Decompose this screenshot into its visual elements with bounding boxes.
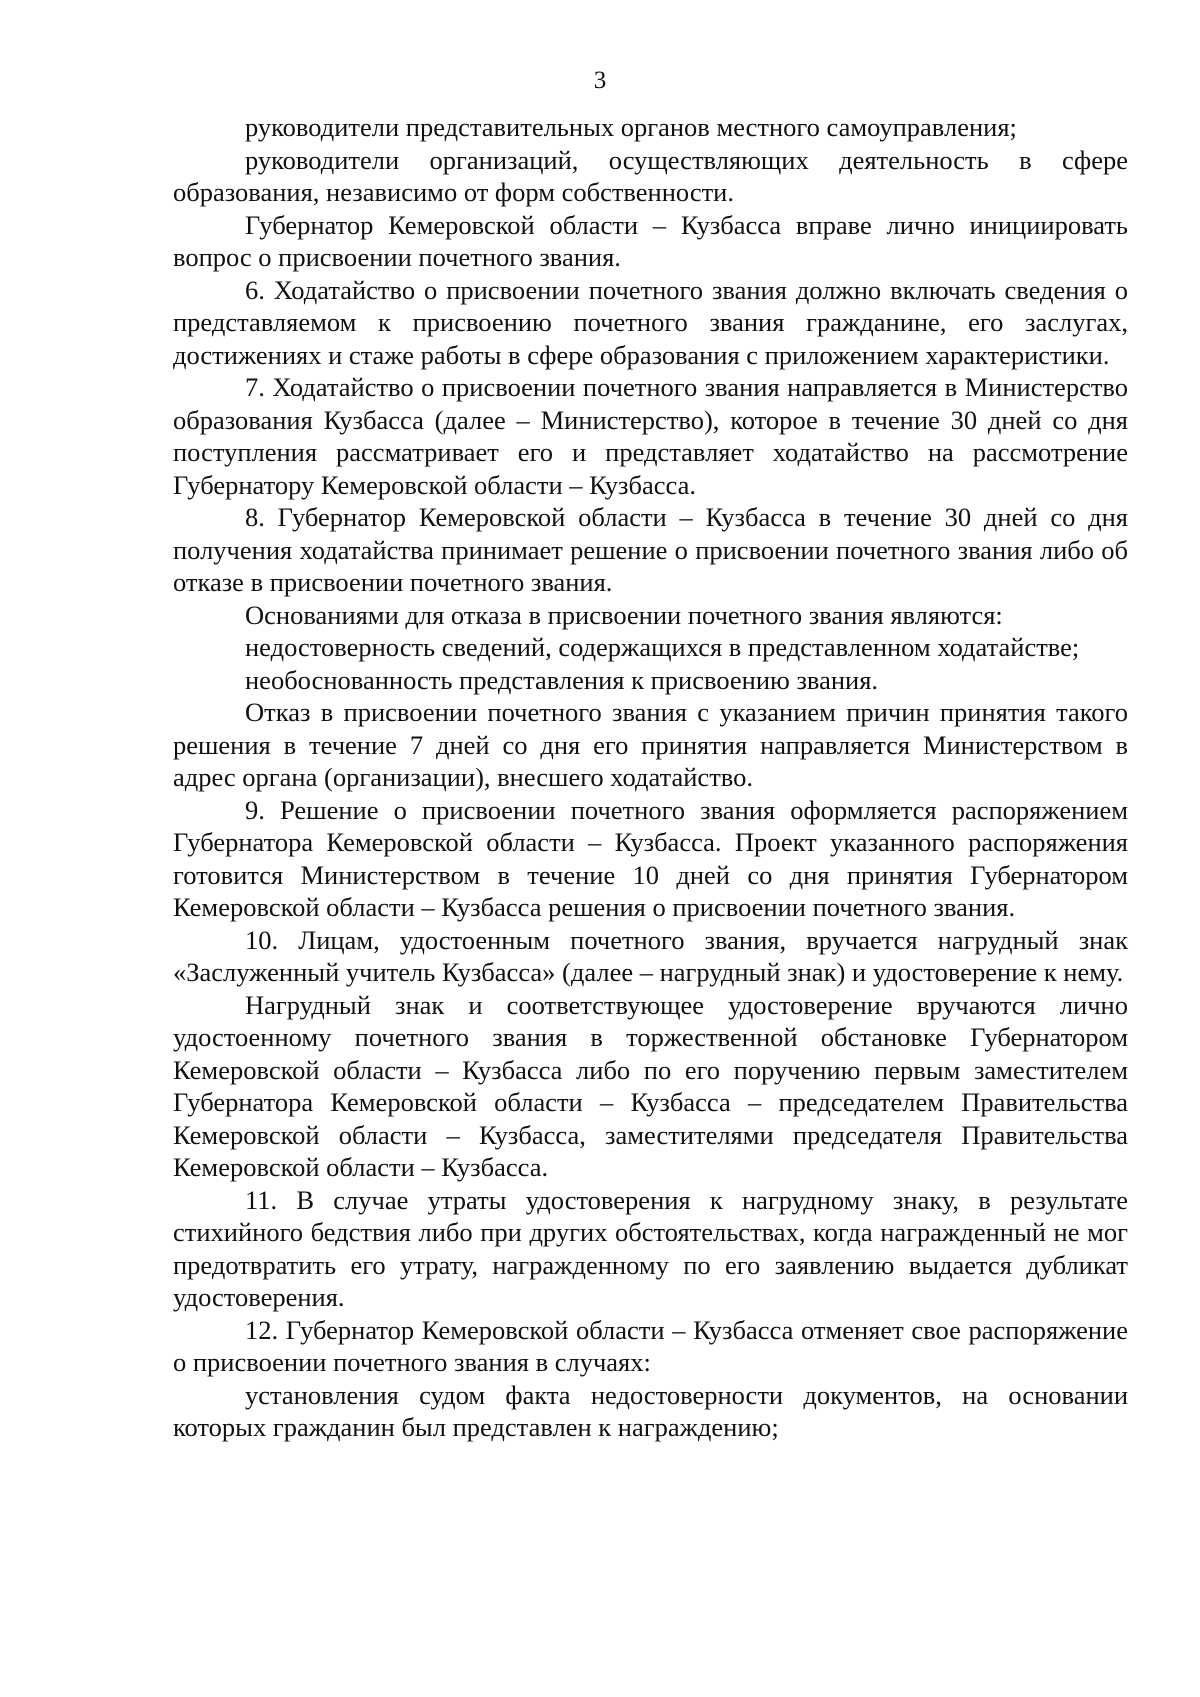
paragraph: установления судом факта недостоверности документов, на основании которых гражданин был представлен к награждению; xyxy=(173,1379,1128,1442)
paragraph: 9. Решение о присвоении почетного звания оформляется распоряжением Губернатора Кемеровской области – Кузбасса. Проект указанного распоряжения готовится Министерством в течение 10 дней со дня принятия Губернатором Кемеровской области – Кузбасса решения о присвоении почетного звания. xyxy=(173,794,1128,922)
paragraph: 12. Губернатор Кемеровской области – Кузбасса отменяет свое распоряжение о присвоении почетного звания в случаях: xyxy=(173,1314,1128,1377)
paragraph: Основаниями для отказа в присвоении почетного звания являются: xyxy=(245,599,1003,630)
document-body xyxy=(173,111,1128,1444)
paragraph: Губернатор Кемеровской области – Кузбасса вправе лично инициировать вопрос о присвоении почетного звания. xyxy=(173,209,1128,272)
paragraph: 6. Ходатайство о присвоении почетного звания должно включать сведения о представляемом к присвоению почетного звания гражданине, его заслугах, достижениях и стаже работы в сфере образования с приложением характеристики. xyxy=(173,274,1128,370)
paragraph: 11. В случае утраты удостоверения к нагрудному знаку, в результате стихийного бедствия либо при других обстоятельствах, когда награжденный не мог предотвратить его утрату, награжденному по его заявлению выдается дубликат удостоверения. xyxy=(173,1184,1128,1312)
paragraph: руководители представительных органов местного самоуправления; xyxy=(245,112,1017,142)
paragraph: необоснованность представления к присвоению звания. xyxy=(245,664,879,695)
paragraph: 8. Губернатор Кемеровской области – Кузбасса в течение 30 дней со дня получения ходатайства принимает решение о присвоении почетного звания либо об отказе в присвоении почетного звания. xyxy=(173,502,1128,597)
page-number: 3 xyxy=(593,67,607,94)
paragraph: 7. Ходатайство о присвоении почетного звания направляется в Министерство образования Кузбасса (далее – Министерство), которое в течение 30 дней со дня поступления рассматривает его и представляет ходатайство на рассмотрение Губернатору Кемеровской области – Кузбасса. xyxy=(173,372,1128,500)
paragraph: Нагрудный знак и соответствующее удостоверение вручаются лично удостоенному почетного звания в торжественной обстановке Губернатором Кемеровской области – Кузбасса либо по его поручению первым заместителем Губернатора Кемеровской области – Кузбасса – председателем Правительства Кемеровской области – Кузбасса, заместителями председателя Правительства Кемеровской области – Кузбасса. xyxy=(173,989,1128,1182)
paragraph: руководители организаций, осуществляющих деятельность в сфере образования, независимо от форм собственности. xyxy=(173,144,1128,207)
paragraph: Отказ в присвоении почетного звания с указанием причин принятия такого решения в течение 7 дней со дня его принятия направляется Министерством в адрес органа (организации), внесшего ходатайство. xyxy=(173,697,1128,792)
paragraph: недостоверность сведений, содержащихся в представленном ходатайстве; xyxy=(245,632,1080,662)
paragraph: 10. Лицам, удостоенным почетного звания, вручается нагрудный знак «Заслуженный учитель Кузбасса» (далее – нагрудный знак) и удостоверение к нему. xyxy=(173,924,1128,987)
